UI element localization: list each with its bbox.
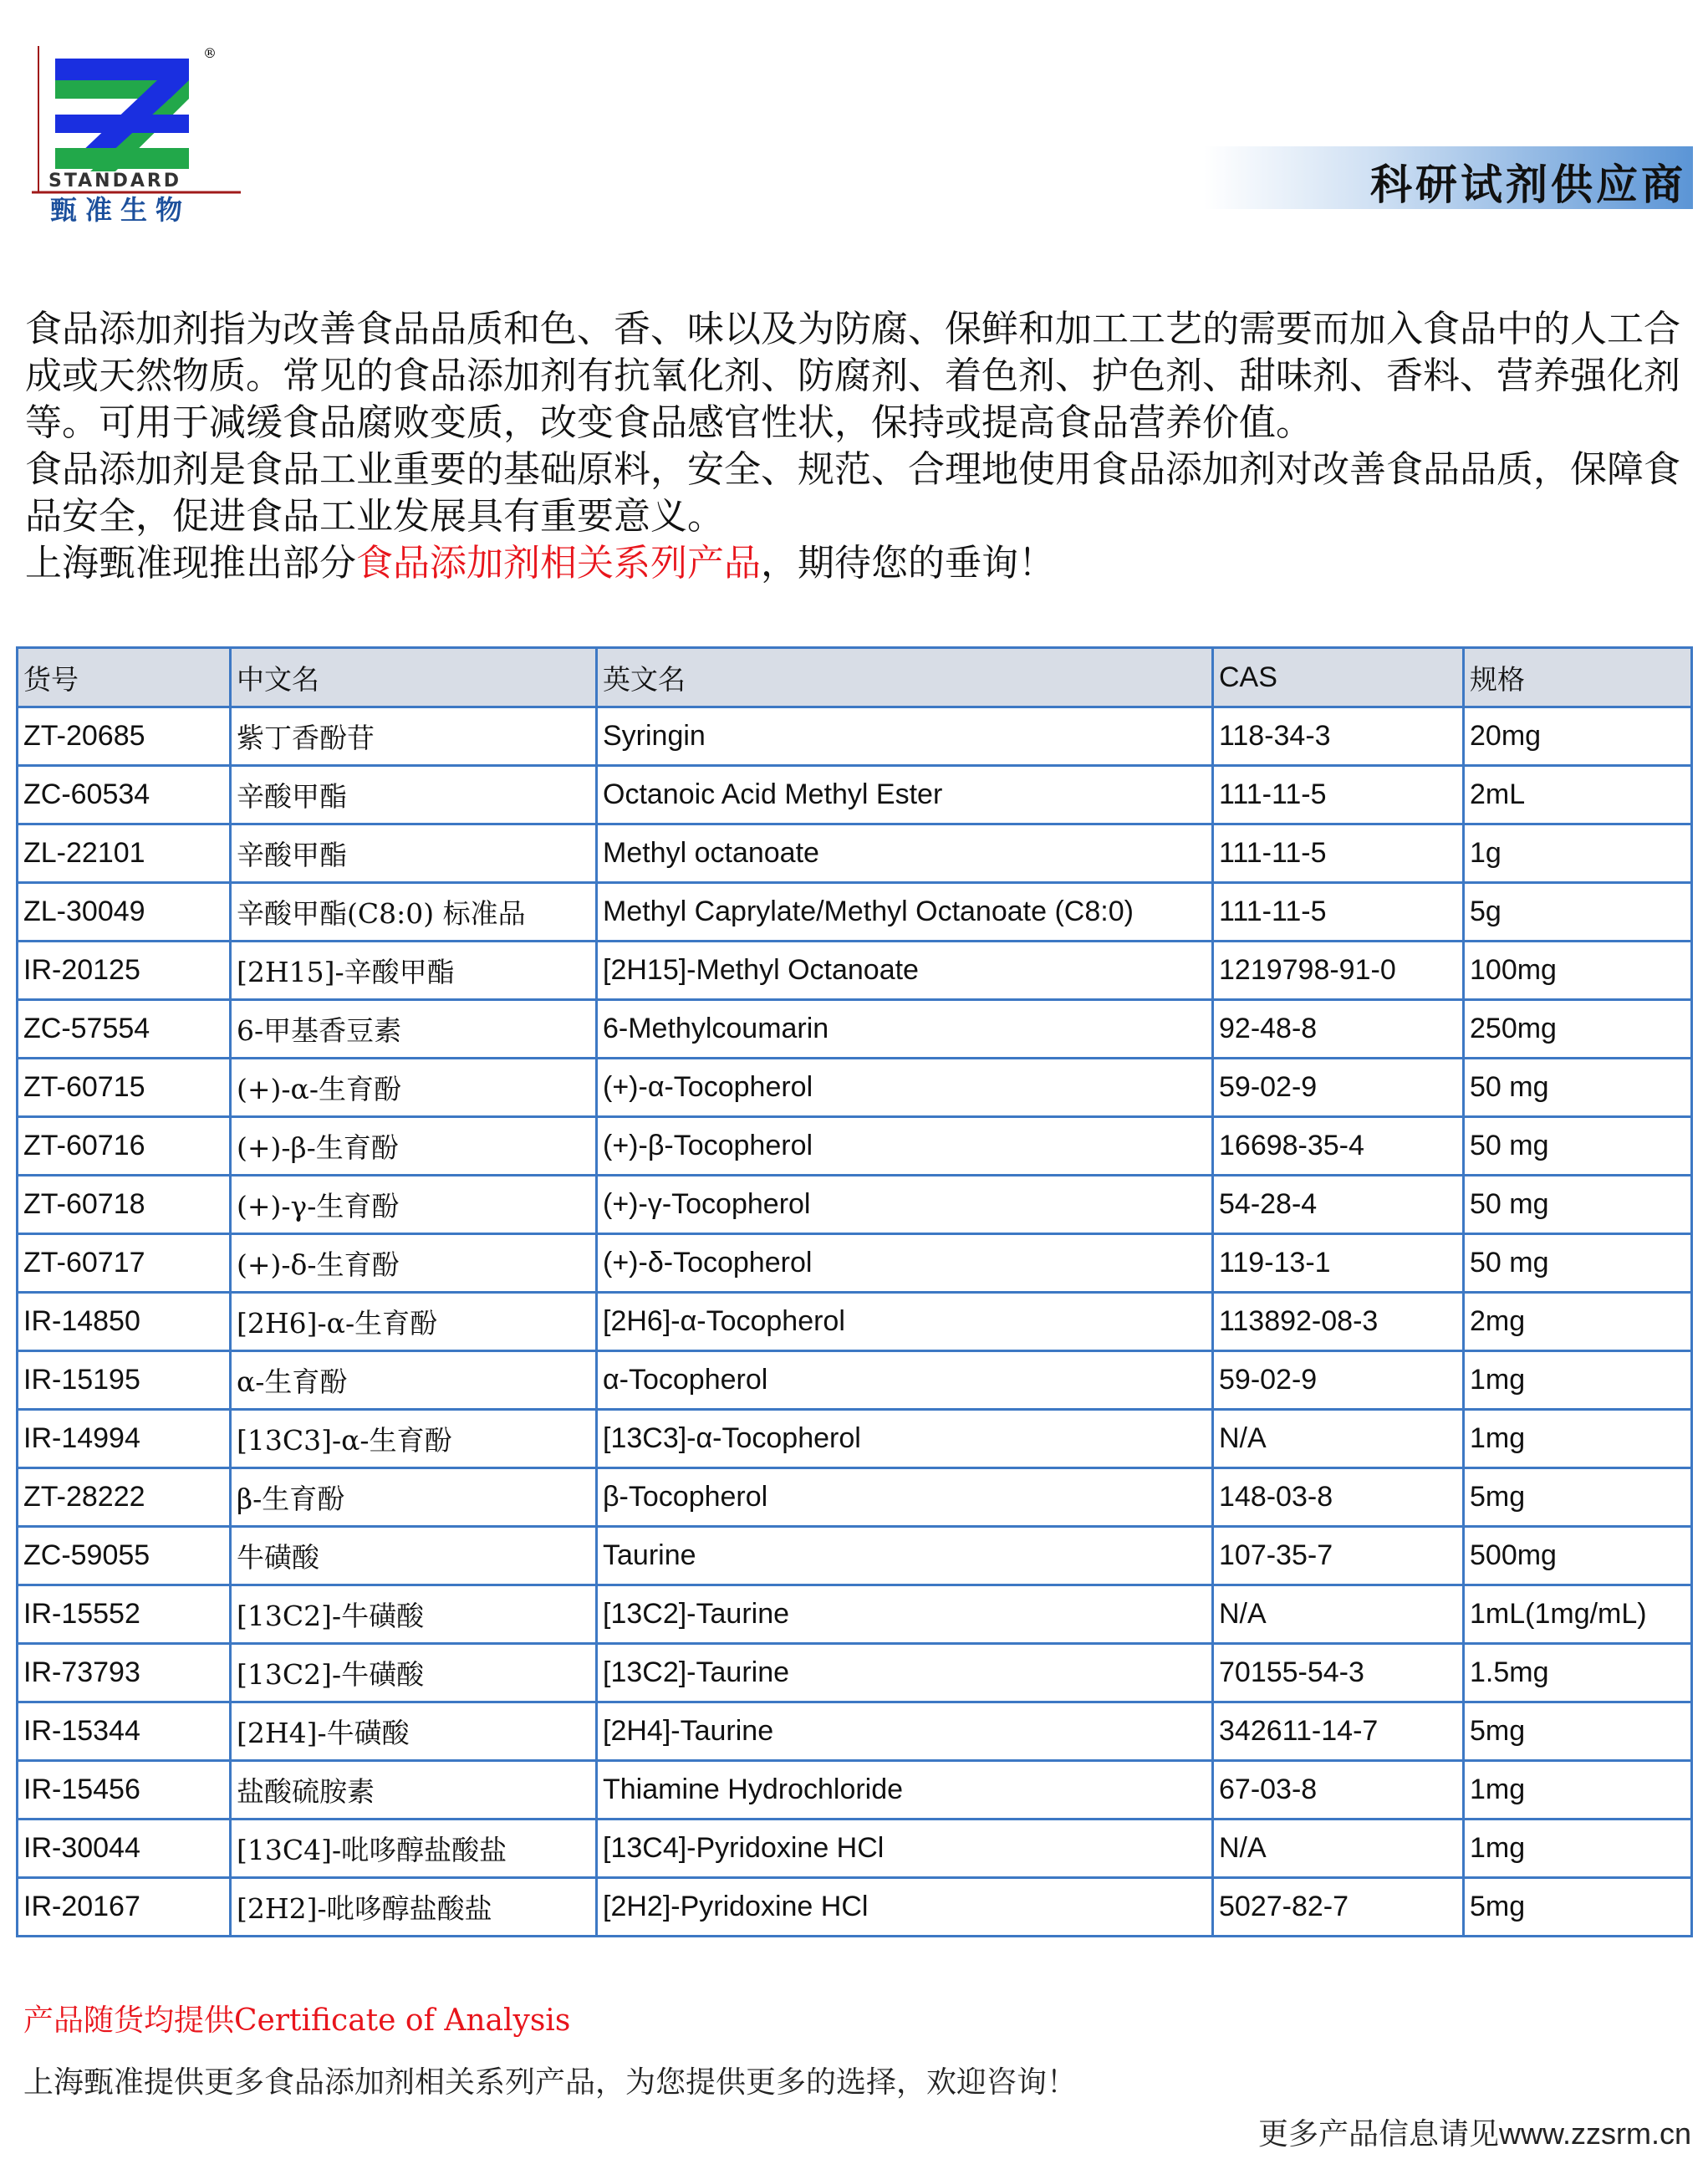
chinese-name-cell: 紫丁香酚苷: [231, 707, 597, 766]
specification-cell: 1g: [1464, 824, 1692, 883]
english-name-cell: [2H2]-Pyridoxine HCl: [597, 1878, 1213, 1937]
chinese-name-cell: [13C2]-牛磺酸: [231, 1585, 597, 1644]
english-name-cell: Methyl octanoate: [597, 824, 1213, 883]
table-row: [18, 1351, 1692, 1410]
item-number-cell: IR-73793: [18, 1644, 231, 1702]
specification-cell: 100mg: [1464, 942, 1692, 1000]
item-number-cell: IR-20125: [18, 942, 231, 1000]
table-row: [18, 1117, 1692, 1176]
chinese-name-cell: [13C3]-α-生育酚: [231, 1410, 597, 1468]
table-row: [18, 824, 1692, 883]
specification-cell: 50 mg: [1464, 1176, 1692, 1234]
table-row: [18, 883, 1692, 942]
chinese-name-cell: [2H6]-α-生育酚: [231, 1293, 597, 1351]
cas-number-cell: 118-34-3: [1213, 707, 1464, 766]
table-row: [18, 1176, 1692, 1234]
intro-prefix: 上海甄准现推出部分: [25, 542, 356, 584]
intro-suffix: ，期待您的垂询！: [761, 542, 1055, 584]
english-name-cell: (+)-β-Tocopherol: [597, 1117, 1213, 1176]
chinese-name-cell: 牛磺酸: [231, 1527, 597, 1585]
specification-cell: 50 mg: [1464, 1234, 1692, 1293]
cas-number-cell: 1219798-91-0: [1213, 942, 1464, 1000]
item-number-cell: ZT-20685: [18, 707, 231, 766]
table-row: [18, 1059, 1692, 1117]
english-name-cell: (+)-α-Tocopherol: [597, 1059, 1213, 1117]
english-name-cell: (+)-δ-Tocopherol: [597, 1234, 1213, 1293]
specification-cell: 250mg: [1464, 1000, 1692, 1059]
specification-cell: 1mg: [1464, 1410, 1692, 1468]
intro-paragraph-2: 食品添加剂是食品工业重要的基础原料，安全、规范、合理地使用食品添加剂对改善食品品质，保障食品安全，促进食品工业发展具有重要意义。: [25, 448, 1680, 538]
chinese-name-cell: [2H2]-吡哆醇盐酸盐: [231, 1878, 597, 1937]
table-row: [18, 1585, 1692, 1644]
item-number-cell: IR-15456: [18, 1761, 231, 1820]
company-logo: [32, 46, 249, 230]
item-number-cell: ZL-22101: [18, 824, 231, 883]
table-header-row: [18, 648, 1692, 707]
website-link[interactable]: 更多产品信息请见www.zzsrm.cn: [1257, 2116, 1691, 2151]
chinese-name-cell: α-生育酚: [231, 1351, 597, 1410]
table-row: [18, 1702, 1692, 1761]
cas-number-cell: N/A: [1213, 1585, 1464, 1644]
table-row: [18, 1234, 1692, 1293]
cas-number-cell: N/A: [1213, 1410, 1464, 1468]
product-table: [16, 646, 1693, 1937]
specification-cell: 5mg: [1464, 1702, 1692, 1761]
english-name-cell: [13C3]-α-Tocopherol: [597, 1410, 1213, 1468]
intro-paragraph-3: [25, 540, 1689, 587]
table-row: [18, 1644, 1692, 1702]
english-name-cell: Taurine: [597, 1527, 1213, 1585]
chinese-name-cell: [2H15]-辛酸甲酯: [231, 942, 597, 1000]
english-name-cell: Methyl Caprylate/Methyl Octanoate (C8:0): [597, 883, 1213, 942]
more-products-note: 上海甄准提供更多食品添加剂相关系列产品，为您提供更多的选择，欢迎咨询！: [23, 2065, 1078, 2100]
table-row: [18, 1468, 1692, 1527]
item-number-cell: IR-15552: [18, 1585, 231, 1644]
supplier-banner: [1204, 146, 1693, 209]
english-name-cell: α-Tocopherol: [597, 1351, 1213, 1410]
english-name-cell: Syringin: [597, 707, 1213, 766]
english-name-cell: [2H15]-Methyl Octanoate: [597, 942, 1213, 1000]
product-series-highlight: 食品添加剂相关系列产品: [356, 542, 761, 584]
cas-number-cell: N/A: [1213, 1820, 1464, 1878]
cas-number-cell: 92-48-8: [1213, 1000, 1464, 1059]
intro-text: [25, 306, 1689, 587]
svg-text:®: ®: [203, 46, 217, 61]
cas-number-cell: 59-02-9: [1213, 1059, 1464, 1117]
specification-cell: 1.5mg: [1464, 1644, 1692, 1702]
chinese-name-cell: 辛酸甲酯(C8:0) 标准品: [231, 883, 597, 942]
english-name-cell: 6-Methylcoumarin: [597, 1000, 1213, 1059]
banner-text: 科研试剂供应商: [1370, 160, 1686, 209]
english-name-cell: [13C4]-Pyridoxine HCl: [597, 1820, 1213, 1878]
item-number-cell: IR-15344: [18, 1702, 231, 1761]
specification-cell: 500mg: [1464, 1527, 1692, 1585]
header-chinese-name: 中文名: [231, 648, 597, 707]
chinese-name-cell: 辛酸甲酯: [231, 766, 597, 824]
item-number-cell: IR-14850: [18, 1293, 231, 1351]
item-number-cell: IR-15195: [18, 1351, 231, 1410]
item-number-cell: ZT-60716: [18, 1117, 231, 1176]
item-number-cell: ZT-60715: [18, 1059, 231, 1117]
specification-cell: 5g: [1464, 883, 1692, 942]
cas-number-cell: 119-13-1: [1213, 1234, 1464, 1293]
specification-cell: 50 mg: [1464, 1117, 1692, 1176]
specification-cell: 1mg: [1464, 1820, 1692, 1878]
chinese-name-cell: (+)-γ-生育酚: [231, 1176, 597, 1234]
cas-number-cell: 111-11-5: [1213, 824, 1464, 883]
item-number-cell: ZT-28222: [18, 1468, 231, 1527]
english-name-cell: β-Tocopherol: [597, 1468, 1213, 1527]
cas-number-cell: 59-02-9: [1213, 1351, 1464, 1410]
specification-cell: 2mL: [1464, 766, 1692, 824]
specification-cell: 5mg: [1464, 1878, 1692, 1937]
chinese-name-cell: [2H4]-牛磺酸: [231, 1702, 597, 1761]
svg-text:甄准生物: 甄准生物: [50, 194, 191, 226]
english-name-cell: [13C2]-Taurine: [597, 1644, 1213, 1702]
intro-paragraph-1: 食品添加剂指为改善食品品质和色、香、味以及为防腐、保鲜和加工工艺的需要而加入食品中的人工合成或天然物质。常见的食品添加剂有抗氧化剂、防腐剂、着色剂、护色剂、甜味剂、香料、营养强化剂等。可用于减缓食品腐败变质，改变食品感官性状，保持或提高食品营养价值。: [25, 308, 1680, 444]
item-number-cell: ZL-30049: [18, 883, 231, 942]
table-row: [18, 1527, 1692, 1585]
cas-number-cell: 67-03-8: [1213, 1761, 1464, 1820]
table-row: [18, 1410, 1692, 1468]
item-number-cell: IR-20167: [18, 1878, 231, 1937]
item-number-cell: ZC-57554: [18, 1000, 231, 1059]
chinese-name-cell: [13C2]-牛磺酸: [231, 1644, 597, 1702]
coa-note: 产品随货均提供Certificate of Analysis: [23, 2003, 571, 2038]
item-number-cell: IR-30044: [18, 1820, 231, 1878]
cas-number-cell: 107-35-7: [1213, 1527, 1464, 1585]
item-number-cell: IR-14994: [18, 1410, 231, 1468]
specification-cell: 50 mg: [1464, 1059, 1692, 1117]
table-row: [18, 766, 1692, 824]
cas-number-cell: 342611-14-7: [1213, 1702, 1464, 1761]
chinese-name-cell: (+)-β-生育酚: [231, 1117, 597, 1176]
cas-number-cell: 111-11-5: [1213, 883, 1464, 942]
cas-number-cell: 5027-82-7: [1213, 1878, 1464, 1937]
english-name-cell: Octanoic Acid Methyl Ester: [597, 766, 1213, 824]
item-number-cell: ZC-60534: [18, 766, 231, 824]
header-english-name: 英文名: [597, 648, 1213, 707]
table-row: [18, 1878, 1692, 1937]
table-row: [18, 1293, 1692, 1351]
header-cas: CAS: [1213, 648, 1464, 707]
item-number-cell: ZT-60717: [18, 1234, 231, 1293]
chinese-name-cell: 6-甲基香豆素: [231, 1000, 597, 1059]
table-row: [18, 1820, 1692, 1878]
table-row: [18, 942, 1692, 1000]
cas-number-cell: 54-28-4: [1213, 1176, 1464, 1234]
header-spec: 规格: [1464, 648, 1692, 707]
chinese-name-cell: [13C4]-吡哆醇盐酸盐: [231, 1820, 597, 1878]
cas-number-cell: 113892-08-3: [1213, 1293, 1464, 1351]
cas-number-cell: 111-11-5: [1213, 766, 1464, 824]
header-item-no: 货号: [18, 648, 231, 707]
table-row: [18, 707, 1692, 766]
english-name-cell: [2H4]-Taurine: [597, 1702, 1213, 1761]
specification-cell: 1mg: [1464, 1351, 1692, 1410]
table-row: [18, 1000, 1692, 1059]
chinese-name-cell: 盐酸硫胺素: [231, 1761, 597, 1820]
english-name-cell: [2H6]-α-Tocopherol: [597, 1293, 1213, 1351]
specification-cell: 20mg: [1464, 707, 1692, 766]
specification-cell: 1mg: [1464, 1761, 1692, 1820]
chinese-name-cell: (+)-α-生育酚: [231, 1059, 597, 1117]
zz-logo-icon: [32, 46, 249, 230]
item-number-cell: ZT-60718: [18, 1176, 231, 1234]
chinese-name-cell: 辛酸甲酯: [231, 824, 597, 883]
table-row: [18, 1761, 1692, 1820]
specification-cell: 5mg: [1464, 1468, 1692, 1527]
specification-cell: 2mg: [1464, 1293, 1692, 1351]
english-name-cell: [13C2]-Taurine: [597, 1585, 1213, 1644]
english-name-cell: Thiamine Hydrochloride: [597, 1761, 1213, 1820]
cas-number-cell: 148-03-8: [1213, 1468, 1464, 1527]
chinese-name-cell: (+)-δ-生育酚: [231, 1234, 597, 1293]
item-number-cell: ZC-59055: [18, 1527, 231, 1585]
english-name-cell: (+)-γ-Tocopherol: [597, 1176, 1213, 1234]
svg-text:STANDARD: STANDARD: [48, 171, 182, 191]
specification-cell: 1mL(1mg/mL): [1464, 1585, 1692, 1644]
cas-number-cell: 70155-54-3: [1213, 1644, 1464, 1702]
cas-number-cell: 16698-35-4: [1213, 1117, 1464, 1176]
chinese-name-cell: β-生育酚: [231, 1468, 597, 1527]
